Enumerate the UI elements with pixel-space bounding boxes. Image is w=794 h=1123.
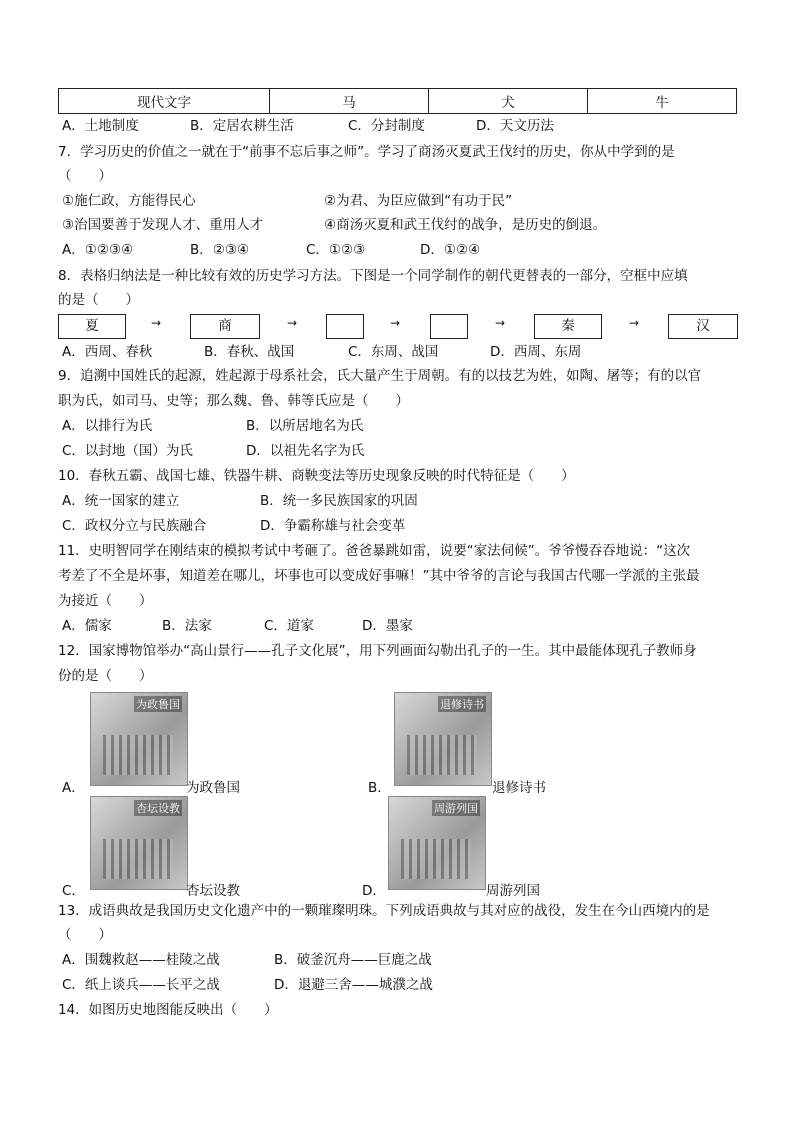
painting-figures xyxy=(103,839,173,879)
option-b: B．春秋、战国 xyxy=(204,344,295,360)
option-b: B．以所居地名为氏 xyxy=(246,418,364,434)
table-cell: 现代文字 xyxy=(59,89,270,114)
statement-1: ①施仁政，方能得民心 xyxy=(62,193,196,209)
option-b: B．定居农耕生活 xyxy=(190,118,294,134)
painting-image-c xyxy=(90,796,188,890)
q12-caption-c: 杏坛设教 xyxy=(186,883,240,899)
painting-figures xyxy=(103,735,173,775)
table-cell: 牛 xyxy=(588,89,737,114)
blank-box xyxy=(326,314,364,339)
q12-caption-b: 退修诗书 xyxy=(492,780,546,796)
arrow-icon: → xyxy=(151,316,162,330)
q14-stem: 14．如图历史地图能反映出（ ） xyxy=(58,1002,278,1018)
painting-figures xyxy=(401,839,471,879)
q12-caption-d: 周游列国 xyxy=(486,883,540,899)
dynasty-box: 汉 xyxy=(668,314,738,339)
q11-stem-line2: 考差了不全是坏事，知道差在哪儿，坏事也可以变成好事嘛！”其中爷爷的言论与我国古代哪一学派的主张最 xyxy=(58,568,700,584)
option-a: A．以排行为氏 xyxy=(62,418,153,434)
painting-image-a xyxy=(90,692,188,786)
option-b: B．破釜沉舟——巨鹿之战 xyxy=(274,952,432,968)
option-c: C．分封制度 xyxy=(348,118,425,134)
table-cell: 犬 xyxy=(429,89,588,114)
blank-box xyxy=(430,314,468,339)
q11-stem-line1: 11．史明智同学在刚结束的模拟考试中考砸了。爸爸暴跳如雷，说要“家法伺候”。爷爷慢吞吞地说：“这次 xyxy=(58,543,691,559)
option-d: D．以祖先名字为氏 xyxy=(246,443,365,459)
writing-comparison-table xyxy=(58,88,737,114)
painting-caption: 退修诗书 xyxy=(440,698,484,711)
option-c: C．以封地（国）为氏 xyxy=(62,443,193,459)
option-a: A．儒家 xyxy=(62,618,112,634)
option-d: D．退避三舍——城濮之战 xyxy=(274,977,433,993)
option-c: C．①②③ xyxy=(306,242,366,258)
table-cell: 马 xyxy=(270,89,429,114)
q13-stem-line1: 13．成语典故是我国历史文化遗产中的一颗璀璨明珠。下列成语典故与其对应的战役，发生在今山西境内的是 xyxy=(58,903,710,919)
painting-caption: 周游列国 xyxy=(434,802,478,815)
option-c: C．政权分立与民族融合 xyxy=(62,518,207,534)
q9-stem-line1: 9．追溯中国姓氏的起源，姓起源于母系社会，氏大量产生于周朝。有的以技艺为姓，如陶、屠等；有的以官 xyxy=(58,368,702,384)
arrow-icon: → xyxy=(287,316,298,330)
q8-stem-line2: 的是（ ） xyxy=(58,292,139,308)
q12-letter-a: A． xyxy=(62,780,85,796)
painting-image-b xyxy=(394,692,492,786)
option-a: A．土地制度 xyxy=(62,118,139,134)
q9-stem-line2: 职为氏，如司马、史等；那么魏、鲁、韩等氏应是（ ） xyxy=(58,393,409,409)
q12-caption-a: 为政鲁国 xyxy=(186,780,240,796)
option-c: C．东周、战国 xyxy=(348,344,439,360)
dynasty-box: 秦 xyxy=(534,314,602,339)
option-a: A．围魏救赵——桂陵之战 xyxy=(62,952,220,968)
option-a: A．统一国家的建立 xyxy=(62,493,180,509)
statement-4: ④商汤灭夏和武王伐纣的战争，是历史的倒退。 xyxy=(324,217,607,233)
statement-2: ②为君、为臣应做到“有功于民” xyxy=(324,193,513,209)
painting-figures xyxy=(407,735,477,775)
painting-image-d xyxy=(388,796,486,890)
arrow-icon: → xyxy=(495,316,506,330)
q10-stem: 10．春秋五霸、战国七雄、铁器牛耕、商鞅变法等历史现象反映的时代特征是（ ） xyxy=(58,468,575,484)
option-b: B．统一多民族国家的巩固 xyxy=(260,493,418,509)
statement-3: ③治国要善于发现人才、重用人才 xyxy=(62,217,264,233)
q7-stem-line1: 7．学习历史的价值之一就在于“前事不忘后事之师”。学习了商汤灭夏武王伐纣的历史，你从中学到的是 xyxy=(58,144,675,160)
q13-stem-line2: （ ） xyxy=(58,927,112,943)
arrow-icon: → xyxy=(390,316,401,330)
q12-stem-line1: 12．国家博物馆举办“高山景行——孔子文化展”，用下列画面勾勒出孔子的一生。其中最能体现孔子教师身 xyxy=(58,643,697,659)
painting-caption: 为政鲁国 xyxy=(136,698,180,711)
q12-letter-c: C． xyxy=(62,883,85,899)
option-c: C．纸上谈兵——长平之战 xyxy=(62,977,220,993)
option-d: D．①②④ xyxy=(420,242,481,258)
option-d: D．天文历法 xyxy=(476,118,554,134)
option-c: C．道家 xyxy=(264,618,314,634)
option-b: B．②③④ xyxy=(190,242,250,258)
option-d: D．争霸称雄与社会变革 xyxy=(260,518,406,534)
dynasty-sequence xyxy=(58,314,738,340)
q12-stem-line2: 份的是（ ） xyxy=(58,668,153,684)
q11-stem-line3: 为接近（ ） xyxy=(58,593,153,609)
option-d: D．西周、东周 xyxy=(490,344,582,360)
painting-caption: 杏坛设教 xyxy=(136,802,180,815)
option-d: D．墨家 xyxy=(362,618,413,634)
q12-letter-d: D． xyxy=(362,883,386,899)
q8-stem-line1: 8．表格归纳法是一种比较有效的历史学习方法。下图是一个同学制作的朝代更替表的一部分，空框中应填 xyxy=(58,268,688,284)
arrow-icon: → xyxy=(629,316,640,330)
option-a: A．①②③④ xyxy=(62,242,134,258)
dynasty-box: 商 xyxy=(190,314,260,339)
table-row xyxy=(59,89,737,114)
dynasty-box: 夏 xyxy=(58,314,126,339)
q12-letter-b: B． xyxy=(368,780,391,796)
option-b: B．法家 xyxy=(162,618,212,634)
q7-stem-line2: （ ） xyxy=(58,168,112,184)
option-a: A．西周、春秋 xyxy=(62,344,153,360)
